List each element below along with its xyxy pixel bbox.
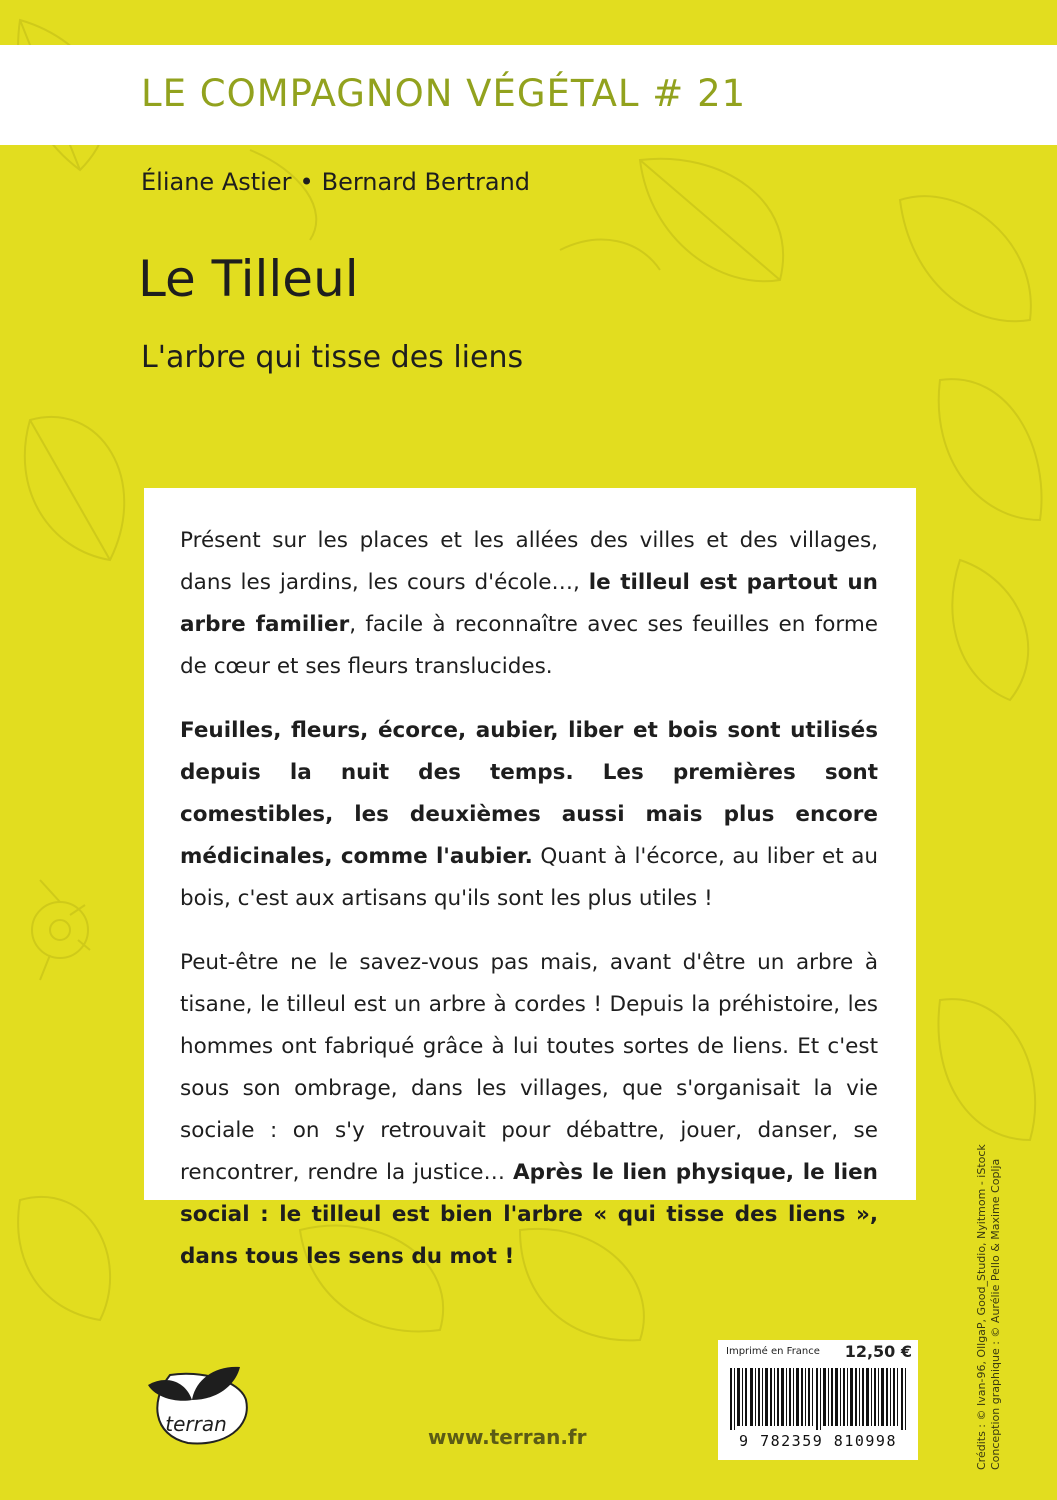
- blurb-box: [144, 488, 916, 1269]
- terran-logo: [140, 1355, 260, 1455]
- isbn-number: 9 782359 810998: [739, 1432, 897, 1450]
- barcode-box: [718, 1340, 918, 1460]
- credits-line-2: Conception graphique : © Aurélie Pello & Maxime Coplja: [989, 1158, 1002, 1470]
- credits-line-1: Crédits : © Ivan-96, OllgaP, Good_Studio, Nyitmom - iStock: [975, 1144, 988, 1470]
- logo-wordmark: terran: [165, 1412, 227, 1436]
- price: 12,50 €: [844, 1342, 912, 1361]
- barcode-bars: [726, 1368, 910, 1430]
- book-subtitle: L'arbre qui tisse des liens: [141, 340, 524, 375]
- series-title: LE COMPAGNON VÉGÉTAL # 21: [141, 72, 747, 115]
- printed-in-label: Imprimé en France: [726, 1346, 820, 1357]
- authors: [141, 168, 530, 196]
- blurb-paragraph-3: Peut-être ne le savez-vous pas mais, avant d'être un arbre à tisane, le tilleul est un arbre à cordes ! Depuis la préhistoire, les hommes ont fabriqué grâce à lui toutes sortes de liens. Et c'est sous son ombrage, dans les villages, que s'organisait la vie sociale : on s'y retrouvait pour débattre, jouer, danser, se rencontrer, rendre la justice… Après le lien physique, le lien social : le tilleul est bien l'arbre « qui tisse des liens », dans tous les sens du mot !: [180, 950, 878, 1269]
- author-separator: •: [299, 168, 314, 196]
- blurb-paragraph-2: Feuilles, fleurs, écorce, aubier, liber et bois sont utilisés depuis la nuit des temps. Les premières sont comestibles, les deuxièmes aussi mais plus encore médicinales, comme l'aubier. Quant à l'écorce, au liber et au bois, c'est aux artisans qu'ils sont les plus utiles !: [180, 718, 878, 911]
- author-1: Éliane Astier: [141, 168, 292, 196]
- book-title: Le Tilleul: [138, 250, 359, 308]
- blurb-paragraph-1: Présent sur les places et les allées des villes et des villages, dans les jardins, les cours d'école…, le tilleul est partout un arbre familier, facile à reconnaître avec ses feuilles en forme de cœur et ses fleurs translucides.: [180, 528, 879, 679]
- credits: [975, 1144, 1003, 1470]
- author-2: Bernard Bertrand: [321, 168, 531, 196]
- website-link[interactable]: www.terran.fr: [428, 1425, 587, 1449]
